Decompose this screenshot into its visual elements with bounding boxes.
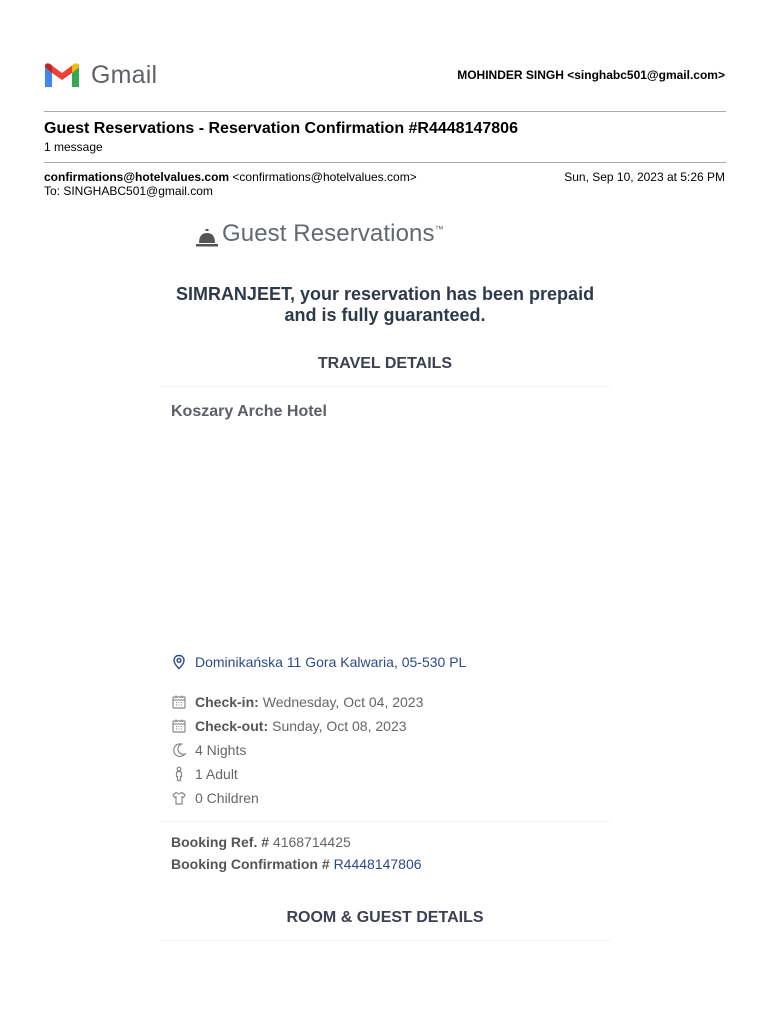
booking-confirmation-link[interactable]: R4448147806 [333,856,422,872]
adult-icon [171,766,187,782]
checkout-row [171,718,407,734]
header-divider [44,111,726,112]
gmail-logo [43,58,163,92]
gmail-wordmark: Gmail [91,60,158,89]
service-bell-icon [196,228,218,248]
checkout-label: Check-out: [195,718,269,734]
subject-divider [44,162,726,163]
booking-ref-label: Booking Ref. # [171,834,270,850]
travel-details-title: TRAVEL DETAILS [317,355,453,372]
adults-row [171,766,238,782]
guest-reservations-logo [196,220,444,248]
hotel-name: Koszary Arche Hotel [171,403,327,420]
thread-subject: Guest Reservations - Reservation Confirmation #R4448147806 [44,120,518,137]
travel-divider [160,386,610,387]
hotel-address-row[interactable] [171,654,466,670]
details-divider [160,821,610,822]
children-value: 0 Children [195,790,259,806]
children-row [171,790,259,806]
gmail-m-icon [43,61,81,89]
message-date: Sun, Sep 10, 2023 at 5:26 PM [564,170,725,184]
brand-name: Guest Reservations [222,220,435,247]
headline-line-2: and is fully guaranteed. [284,305,486,325]
sender-address[interactable]: confirmations@hotelvalues.com [44,170,230,184]
message-count: 1 message [44,140,103,154]
hotel-address[interactable]: Dominikańska 11 Gora Kalwaria, 05-530 PL [195,654,467,670]
reservation-headline [160,284,610,326]
booking-confirmation-label: Booking Confirmation # [171,856,330,872]
room-divider [160,940,610,941]
moon-icon [171,742,187,758]
booking-confirmation-row [171,856,422,872]
account-label: MOHINDER SINGH <singhabc501@gmail.com> [457,68,725,82]
calendar-icon [171,694,187,710]
calendar-icon [171,718,187,734]
checkin-value: Wednesday, Oct 04, 2023 [262,694,424,710]
adults-value: 1 Adult [195,766,238,782]
checkout-value: Sunday, Oct 08, 2023 [272,718,407,734]
brand-trademark: ™ [434,224,444,234]
headline-line-1: SIMRANJEET, your reservation has been prepaid [175,284,595,304]
sender [44,170,417,184]
nights-row [171,742,246,758]
booking-ref-value: 4168714425 [272,834,351,850]
sender-address-bracket: <confirmations@hotelvalues.com> [232,170,417,184]
booking-ref-row [171,834,351,850]
checkin-row [171,694,423,710]
recipient: To: SINGHABC501@gmail.com [44,184,213,198]
nights-value: 4 Nights [195,742,247,758]
child-icon [171,790,187,806]
room-guest-details-title: ROOM & GUEST DETAILS [286,909,484,926]
location-pin-icon [171,654,187,670]
checkin-label: Check-in: [195,694,259,710]
